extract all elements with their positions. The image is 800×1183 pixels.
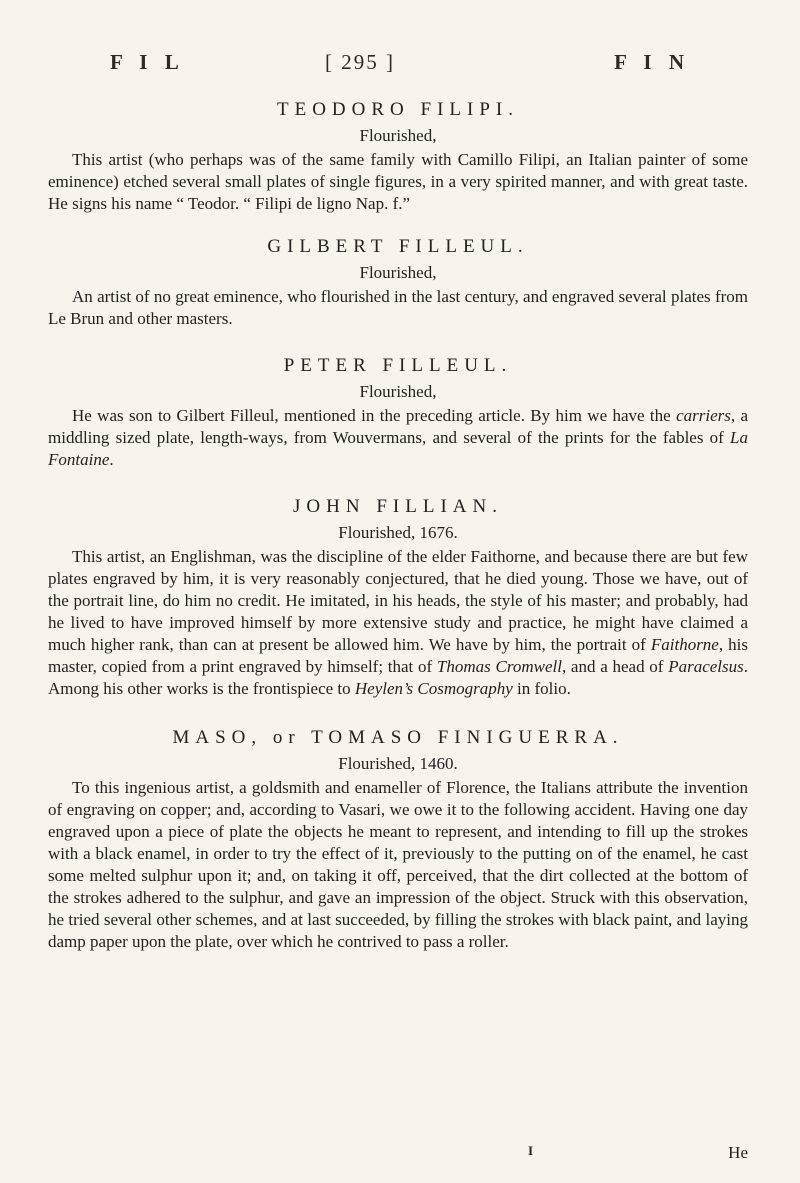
- entry-paragraph: He was son to Gilbert Filleul, mentioned in the preceding article. By him we have the carriers, a middling sized plate, length-ways, from Wouvermans, and several of the prints for the fables of La Fontaine.: [48, 406, 748, 469]
- running-header: [110, 50, 690, 80]
- title-italic: Thomas Cromwell: [436, 657, 562, 676]
- header-left-catch: F I L: [110, 50, 185, 74]
- signature-mark: I: [528, 1143, 534, 1158]
- entry-john-fillian: [48, 495, 748, 700]
- entry-paragraph: This artist, an Englishman, was the discipline of the elder Faithorne, and because there are but few plates engraved by him, it is very reasonably conjectured, that he died young. Those we have, out of the portrait line, do him no credit. He imitated, in his heads, the style of his master; and probably, had he lived to have improved himself by more extensive study and practice, he might have claimed a much higher rank, than can at present be allowed him. We have by him, the portrait of Faithorne, his master, copied from a print engraved by himself; that of Thomas Cromwell, and a head of Paracelsus. Among his other works is the frontispiece to Heylen’s Cosmography in folio.: [48, 547, 749, 698]
- title-italic: Paracelsus: [668, 657, 744, 676]
- entry-paragraph: An artist of no great eminence, who flourished in the last century, and engraved several plates from Le Brun and other masters.: [48, 287, 748, 328]
- entry-name: PETER FILLEUL.: [283, 355, 513, 376]
- entry-name: GILBERT FILLEUL.: [267, 236, 529, 257]
- entry-finiguerra: [48, 726, 748, 953]
- entry-name: TEODORO FILIPI.: [277, 99, 519, 120]
- title-italic: Faithorne: [650, 635, 719, 654]
- entry-peter-filleul: [48, 354, 748, 471]
- page-footer: [48, 1143, 748, 1167]
- entry-flourished: Flourished,: [359, 382, 437, 401]
- entry-flourished: Flourished,: [359, 263, 437, 282]
- page-body: [48, 98, 748, 953]
- title-italic: carriers: [676, 406, 731, 425]
- entry-paragraph: This artist (who perhaps was of the same family with Camillo Filipi, an Italian painter of some eminence) etched several small plates of single figures, in a very spirited manner, and with great taste. He signs his name “ Teodor. “ Filipi de ligno Nap. f.”: [48, 150, 748, 213]
- entry-name: JOHN FILLIAN.: [293, 496, 503, 517]
- entry-paragraph: To this ingenious artist, a goldsmith and enameller of Florence, the Italians attribute the invention of engraving on copper; and, according to Vasari, we owe it to the following accident. Having one day engraved upon a piece of plate the objects he meant to represent, and intending to fill up the strokes with a black enamel, in order to try the effect of it, previously to the putting on of the enamel, he cast some melted sulphur upon it; and, on taking it off, perceived, that the dirt collected at the bottom of the strokes adhered to the sulphur, and gave an impression of the object. Struck with this observation, he tried several other schemes, and at last succeeded, by filling the strokes with black paint, and laying damp paper upon the plate, over which he contrived to pass a roller.: [48, 778, 748, 951]
- entry-flourished: Flourished, 1676.: [338, 523, 458, 542]
- header-right-catch: F I N: [614, 50, 690, 74]
- page-number: [ 295 ]: [325, 50, 395, 74]
- title-italic: La Fontaine: [48, 428, 748, 469]
- catchword: He: [728, 1143, 748, 1162]
- entry-flourished: Flourished, 1460.: [338, 754, 458, 773]
- title-italic: Heylen’s Cosmography: [354, 679, 513, 698]
- entry-gilbert-filleul: [48, 235, 748, 330]
- entry-teodoro-filipi: [48, 98, 748, 215]
- entry-name: MASO, or TOMASO FINIGUERRA.: [172, 727, 624, 748]
- entry-flourished: Flourished,: [359, 126, 437, 145]
